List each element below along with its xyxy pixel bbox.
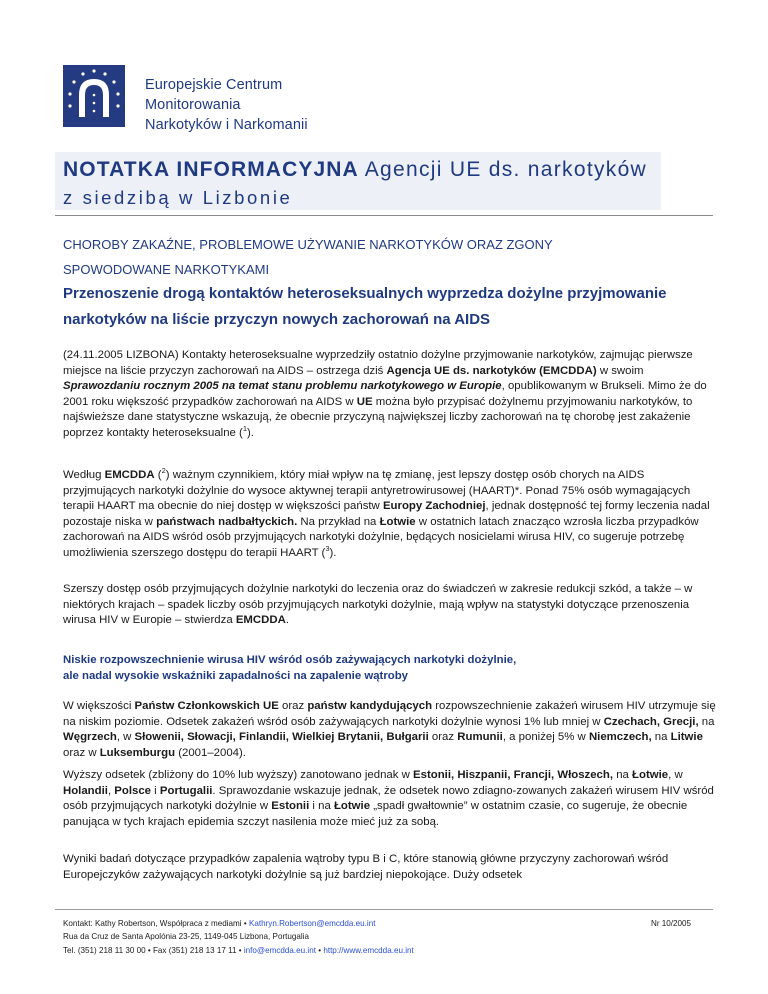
text-run: ( — [154, 469, 162, 481]
press-release-headline — [63, 281, 723, 333]
separator: • — [315, 945, 324, 955]
footer-divider — [55, 909, 713, 910]
text-run: ). — [247, 426, 254, 439]
text-run: (24.11.2005 LIZBONA) Kontakty heteroseksualne wyprzedziły ostatnio dożylne przyjmowanie narkotyków, zajmując pierwsze miejsce na liście przyczyn zachorowań na AIDS – ostrzega dziś — [63, 349, 693, 377]
headline-line1: Przenoszenie drogą kontaktów heteroseksualnych wyprzedza dożylne przyjmowanie — [63, 285, 667, 302]
text-run: , w — [668, 769, 683, 781]
logo-text-line2: Narkotyków i Narkomanii — [145, 117, 308, 133]
section-subheading — [63, 653, 703, 684]
bold-run: Niemczech, — [588, 731, 652, 744]
paragraph-prevalence-high — [63, 768, 718, 830]
footnote-ref: 2 — [161, 466, 166, 476]
text-run: Szerszy dostęp osób przyjmujących dożylnie narkotyki do leczenia oraz do świadczeń w zakresie redukcji szkód, a także – w niektórych krajach – spadek liczby osób przyjmujących narkotyki dożylnie, mają wpływ na statystyki dotyczące przenoszenia wirusa HIV w Europie – stwierdza — [63, 583, 693, 627]
bold-run: Portugalii — [159, 784, 213, 797]
bold-run: UE — [356, 395, 373, 408]
text-run: Wyższy odsetek (zbliżony do 10% lub wyższy) zanotowano jednak w — [63, 769, 414, 781]
bold-run: Agencja UE ds. narkotyków (EMCDDA) — [386, 364, 597, 377]
bold-run: Państw Członkowskich UE — [134, 700, 279, 712]
text-run: ) ważnym czynnikiem, który miał wpływ na tę zmianę, jest lepszy dostęp osób chorych na AIDS przyjmujących narkotyki dożylnie do wysoce aktywnej terapii antyretrowirusowej (HAART)*. Ponad 75% osób wymagających terapii HAART ma obecnie do niej dostęp w większości państw — [63, 469, 691, 513]
text-run: w ostatnich latach znacząco wzrosła liczba przypadków zachorowań na AIDS wśród osób przyjmujących narkotyki dożylnie, będących nosicielami wirusa HIV, co sugeruje potrzebę umożliwienia szerszego dostępu do terapii HAART ( — [63, 515, 699, 559]
bold-run: Słowenii, Słowacji, Finlandii, Wielkiej Brytanii, Bułgarii — [134, 731, 429, 744]
text-run: Na przykład na — [297, 515, 380, 528]
page-title-rest: Agencji UE ds. narkotyków — [358, 158, 648, 181]
bold-run: Łotwie — [379, 515, 416, 528]
bold-run: Europy Zachodniej — [382, 500, 486, 513]
text-run: na — [651, 731, 671, 744]
text-run: na — [698, 715, 715, 728]
bold-run: Estonii — [271, 800, 310, 813]
text-run: , a poniżej 5% w — [502, 731, 589, 744]
bold-run: Litwie — [670, 731, 703, 744]
website-link[interactable]: http://www.emcdda.eu.int — [323, 945, 414, 955]
footer-phone-line — [63, 944, 623, 957]
text-run: , opublikowanym w Brukseli. Mimo że do 2001 roku większość przypadków zachorowań na AIDS w — [63, 380, 707, 408]
text-run: . — [285, 614, 289, 627]
bold-run: Rumunii — [457, 731, 503, 744]
contact-email-link[interactable]: Kathryn.Robertson@emcdda.eu.int — [248, 919, 376, 928]
emcdda-logo — [63, 65, 353, 133]
emcdda-logo-icon — [63, 65, 125, 127]
page-title — [63, 158, 647, 182]
text-run: rozpowszechnienie zakażeń wirusem HIV utrzymuje się na niskim poziomie. Odsetek zakażeń wśród osób zażywających narkotyki dożylnie wynosi 1% lub mniej w — [63, 700, 716, 728]
paragraph-access — [63, 582, 718, 629]
footnote-ref: 3 — [325, 544, 330, 554]
bold-run: Luksemburgu — [99, 746, 176, 759]
text-run: „spadł gwałtownie” w ostatnim czasie, co sugeruje, że obecnie panująca w tych krajach epidemia szczyt nasilenia może mieć już za sobą. — [63, 800, 688, 828]
text-run: Wyniki badań dotyczące przypadków zapalenia wątroby typu B i C, które stanowią główne przyczyny zachorowań wśród Europejczyków zażywających narkotyki dożylnie są już bardziej niepokojące. Duży odsetek — [63, 853, 669, 881]
contact-label: Kontakt: Kathy Robertson, Współpraca z mediami • — [63, 919, 249, 928]
bold-run: państw kandydujących — [307, 700, 433, 712]
bold-run: Czechach, Grecji, — [603, 715, 699, 728]
page-title-bold: NOTATKA INFORMACYJNA — [63, 158, 359, 181]
footer-contact-line — [63, 917, 623, 930]
text-run: Według — [63, 469, 105, 481]
category-heading — [63, 232, 713, 282]
text-run: ). — [329, 546, 337, 559]
headline-line2: narkotyków na liście przyczyn nowych zachorowań na AIDS — [63, 311, 491, 328]
text-run: oraz w — [63, 746, 100, 759]
issue-number: Nr 10/2005 — [651, 919, 692, 928]
logo-text-line1: Europejskie Centrum Monitorowania — [145, 77, 283, 113]
text-run: można było przypisać dożylnemu przyjmowaniu narkotyków, to najświeższe dane statystyczne wskazują, że obecnie przyczyną największej liczby zachorowań na tę chorobę jest zakażenie poprzez kontakty heteroseksualne ( — [63, 395, 693, 439]
text-run: , — [107, 784, 115, 797]
logo-text — [145, 75, 353, 135]
text-run: oraz — [278, 700, 308, 712]
logo-arch-stars-icon — [63, 65, 125, 127]
text-run: W większości — [63, 700, 135, 712]
paragraph-hepatitis — [63, 852, 718, 883]
category-line1: CHOROBY ZAKAŹNE, PROBLEMOWE UŻYWANIE NARKOTYKÓW ORAZ ZGONY — [63, 237, 553, 252]
footer-contact — [63, 917, 623, 957]
category-line2: SPOWODOWANE NARKOTYKAMI — [63, 262, 270, 277]
subheading-line1: Niskie rozpowszechnienie wirusa HIV wśród osób zażywających narkotyki dożylnie, — [63, 654, 517, 666]
bold-run: państwach nadbałtyckich. — [156, 515, 298, 528]
bold-run: Polsce — [114, 784, 152, 797]
bold-run: Łotwie — [632, 769, 669, 781]
text-run: i na — [309, 800, 334, 813]
text-run: w swoim — [596, 364, 644, 377]
text-run: . Sprawozdanie wskazuje jednak, że odsetek nowo zdiagno-zowanych zakażeń wirusem HIV wśród osób przyjmujących narkotyki dożylnie w — [63, 784, 714, 813]
bold-run: Holandii — [63, 784, 108, 797]
paragraph-prevalence-low — [63, 699, 718, 761]
bold-run: EMCDDA — [235, 614, 286, 627]
bold-run: EMCDDA — [104, 469, 155, 481]
footnote-ref: 1 — [242, 424, 247, 434]
report-title: Sprawozdaniu rocznym 2005 na temat stanu problemu narkotykowego w Europie — [63, 380, 502, 393]
footer-address: Rua da Cruz de Santa Apolónia 23-25, 1149-045 Lizbona, Portugalia — [63, 932, 309, 942]
text-run: na — [613, 769, 633, 781]
header-divider — [55, 215, 713, 216]
text-run: , w — [116, 731, 135, 744]
info-email-link[interactable]: info@emcdda.eu.int — [243, 945, 316, 955]
bold-run: Węgrzech — [63, 731, 117, 744]
paragraph-haart — [63, 468, 718, 562]
phone-fax-text: Tel. (351) 218 11 30 00 • Fax (351) 218 13 17 11 • — [63, 945, 244, 955]
paragraph-intro — [63, 348, 718, 442]
subheading-line2: ale nadal wysokie wskaźniki zapadalności na zapalenie wątroby — [63, 669, 409, 682]
bold-run: Estonii, Hiszpanii, Francji, Włoszech, — [413, 769, 614, 781]
text-run: , jednak dostępność tej formy leczenia nadal pozostaje niska w — [63, 500, 710, 528]
text-run: oraz — [428, 731, 458, 744]
text-run: (2001–2004). — [175, 746, 246, 759]
text-run: i — [151, 784, 160, 797]
bold-run: Łotwie — [333, 800, 371, 813]
page-subtitle: z siedzibą w Lizbonie — [63, 187, 293, 208]
